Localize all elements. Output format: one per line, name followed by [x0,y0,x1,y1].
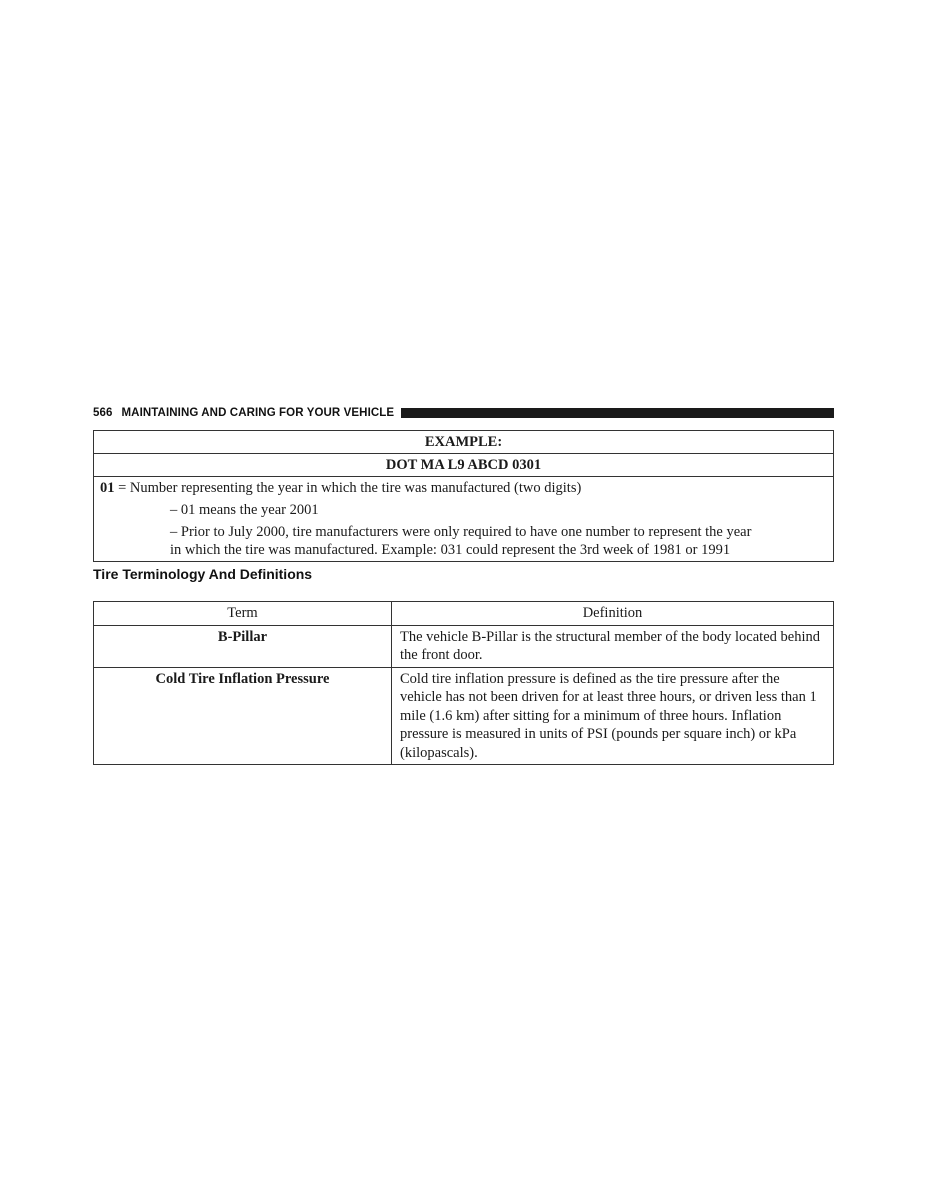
example-title: EXAMPLE: [94,431,834,454]
table-row [94,625,834,667]
year-key-code: 01 [100,480,115,496]
section-title: MAINTAINING AND CARING FOR YOUR VEHICLE [121,407,395,419]
page-header [93,404,834,422]
table-row [94,667,834,765]
definition-column-header: Definition [392,602,834,626]
term-cell: Cold Tire Inflation Pressure [94,667,392,765]
page-number: 566 [93,407,113,419]
example-table [93,430,834,562]
terms-table [93,601,834,765]
terms-header-row [94,602,834,626]
year-example-line: – 01 means the year 2001 [170,502,319,518]
term-cell: B-Pillar [94,625,392,667]
example-title-row [94,431,834,454]
year-key-line [100,479,827,497]
example-explanation [94,477,834,562]
section-subheading: Tire Terminology And Definitions [93,566,313,582]
definition-cell: The vehicle B-Pillar is the structural member of the body located behind the front door. [392,625,834,667]
example-code-row [94,454,834,477]
header-rule [401,408,834,418]
term-column-header: Term [94,602,392,626]
definition-cell: Cold tire inflation pressure is defined as the tire pressure after the vehicle has not been driven for at least three hours, or driven less than 1 mile (1.6 km) after sitting for a minimum of three hours. Inflation pressure is measured in units of PSI (pounds per square inch) or kPa (kilopascals). [392,667,834,765]
example-explanation-row [94,477,834,562]
pre-2000-note-line2: in which the tire was manufactured. Example: 031 could represent the 3rd week of 1981 or 1991 [170,542,731,558]
pre-2000-note-line1: – Prior to July 2000, tire manufacturers were only required to have one number to represent the year [170,524,752,540]
year-key-text: = Number representing the year in which the tire was manufactured (two digits) [114,480,582,496]
example-code: DOT MA L9 ABCD 0301 [94,454,834,477]
